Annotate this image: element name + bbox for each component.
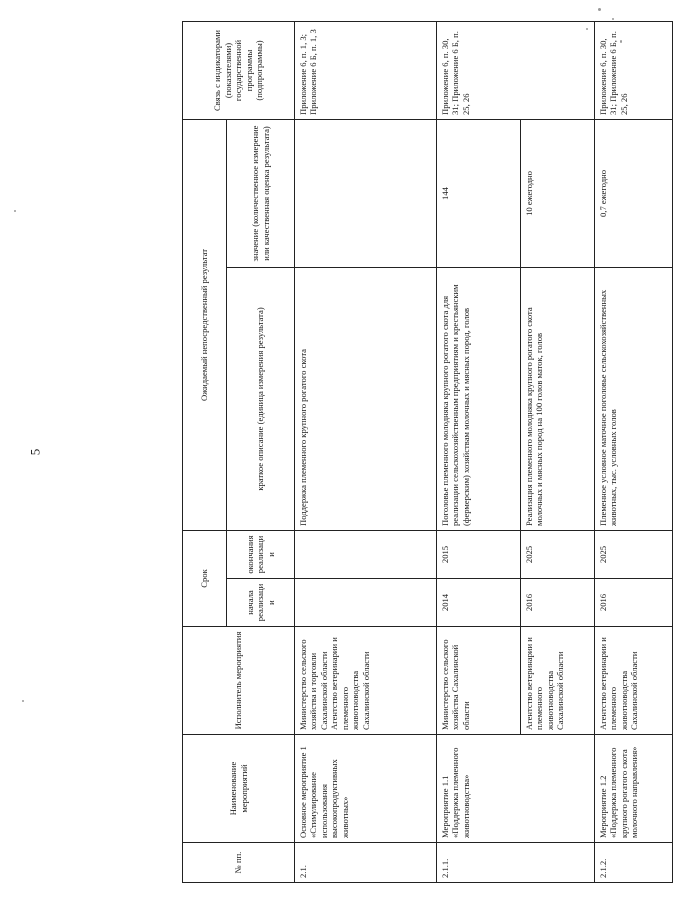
cell-description: Племенное условное маточное поголовье сельскохозяйственных животных, тыс. условных голов: [595, 267, 673, 530]
cell-executor: Министерство сельского хозяйства Сахалинской области: [437, 627, 521, 735]
page-number: 5: [27, 448, 43, 456]
cell-num: 2.1.: [295, 843, 437, 883]
cell-start: 2016: [595, 579, 673, 627]
cell-end: 2015: [437, 530, 521, 578]
cell-value: 10 ежегодно: [521, 119, 595, 267]
cell-value: [295, 119, 437, 267]
cell-executor: Агентство ветеринарии и племенного животноводства Сахалинской области: [521, 627, 595, 735]
header-description: краткое описание (единица измерения результата): [227, 267, 295, 530]
cell-start: 2014: [437, 579, 521, 627]
cell-description: Реализация племенного молодняка крупного рогатого скота молочных и мясных пород на 100 голов маток, голов: [521, 267, 595, 530]
table-row: [595, 21, 673, 882]
cell-end: 2025: [595, 530, 673, 578]
cell-executor: Агентство ветеринарии и племенного животноводства Сахалинской области: [595, 627, 673, 735]
cell-link: Приложение 6, п. 1, 3; Приложение 6 Б, п. 1, 3: [295, 21, 437, 119]
scan-speck: [22, 700, 24, 702]
cell-start: [295, 579, 437, 627]
cell-description: Поддержка племенного крупного рогатого скота: [295, 267, 437, 530]
cell-link: Приложение 6, п. 30, 31; Приложение 6 Б, п. 25, 26: [437, 21, 595, 119]
cell-link: Приложение 6, п. 30, 31; Приложение 6 Б, п. 25, 26: [595, 21, 673, 119]
cell-executor: Министерство сельского хозяйства и торговли Сахалинской области Агентство ветеринарии и племенного животноводства Сахалинской области: [295, 627, 437, 735]
cell-value: 144: [437, 119, 521, 267]
cell-end: [295, 530, 437, 578]
table-row: [437, 21, 521, 882]
cell-end: 2025: [521, 530, 595, 578]
header-executor: Исполнитель мероприятия: [183, 627, 295, 735]
header-num: № пп.: [183, 843, 295, 883]
cell-num: 2.1.1.: [437, 843, 595, 883]
header-value: значение (количественное измерение или качественная оценка результата): [227, 119, 295, 267]
header-expected: Ожидаемый непосредственный результат: [183, 119, 227, 530]
cell-description: Поголовье племенного молодняка крупного рогатого скота для реализации сельскохозяйственным предприятиям и крестьянским (фермерским) хозяйствам молочных и мясных пород, голов: [437, 267, 521, 530]
header-name: Наименование мероприятий: [183, 735, 295, 843]
cell-value: 0,7 ежегодно: [595, 119, 673, 267]
header-link: Связь с индикаторами (показателями) государственной программы (подпрограммы): [183, 21, 295, 119]
cell-start: 2016: [521, 579, 595, 627]
cell-name: Мероприятие 1.1 «Поддержка племенного животноводства»: [437, 735, 595, 843]
cell-name: Мероприятие 1.2 «Поддержка племенного крупного рогатого скота молочного направления»: [595, 735, 673, 843]
measures-table: [182, 21, 673, 883]
document-table-frame: [182, 22, 640, 883]
scan-speck: [612, 18, 614, 20]
header-end: окончания реализации: [227, 530, 295, 578]
header-term: Срок: [183, 530, 227, 626]
header-start: начала реализации: [227, 579, 295, 627]
scan-speck: [598, 8, 601, 11]
table-row: [295, 21, 437, 882]
cell-name: Основное мероприятие 1 «Стимулирование использования высокопродуктивных животных»: [295, 735, 437, 843]
scan-speck: [14, 210, 16, 212]
cell-num: 2.1.2.: [595, 843, 673, 883]
